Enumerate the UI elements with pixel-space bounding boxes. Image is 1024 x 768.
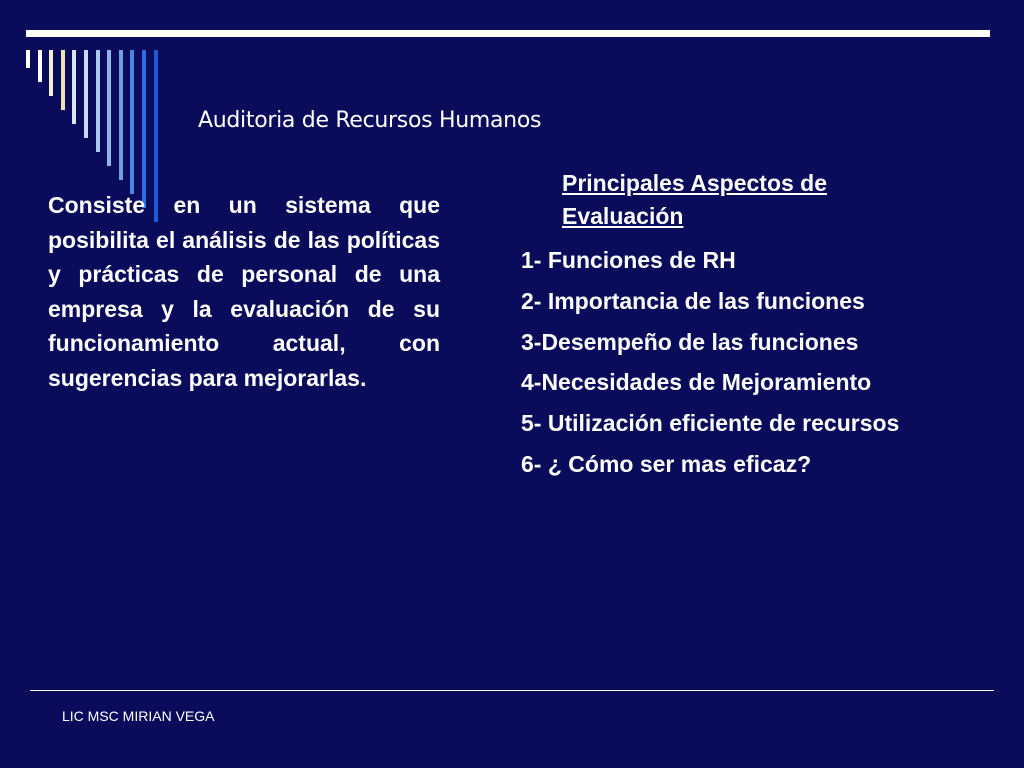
slide-title: Auditoria de Recursos Humanos: [198, 108, 542, 133]
decorative-bar: [142, 50, 146, 208]
aspect-item: 5- Utilización eficiente de recursos: [521, 410, 900, 437]
decorative-bar: [107, 50, 111, 166]
definition-text: Consiste en un sistema que posibilita el análisis de las políticas y prácticas de personal de una empresa y la evaluación de su funcionamiento actual, con sugerencias para mejorarlas.: [48, 192, 440, 391]
decorative-bar: [130, 50, 134, 194]
decorative-bar: [38, 50, 42, 82]
decorative-bar: [84, 50, 88, 138]
decorative-bar: [72, 50, 76, 124]
aspect-item: 4-Necesidades de Mejoramiento: [521, 369, 872, 396]
aspects-heading: Principales Aspectos de Evaluación: [562, 170, 828, 229]
decorative-bar: [119, 50, 123, 180]
decorative-bar: [96, 50, 100, 152]
decorative-bar: [26, 50, 30, 68]
aspect-item: 2- Importancia de las funciones: [521, 287, 865, 314]
aspect-item: 6- ¿ Cómo ser mas eficaz?: [521, 450, 812, 477]
aspects-list: [521, 240, 899, 485]
decorative-bar: [61, 50, 65, 110]
aspect-item: 3-Desempeño de las funciones: [521, 328, 859, 355]
decorative-bar: [49, 50, 53, 96]
top-rule: [26, 30, 990, 37]
footer-author: LIC MSC MIRIAN VEGA: [62, 708, 215, 724]
aspect-item: 1- Funciones de RH: [521, 247, 736, 273]
bottom-rule: [30, 690, 994, 691]
